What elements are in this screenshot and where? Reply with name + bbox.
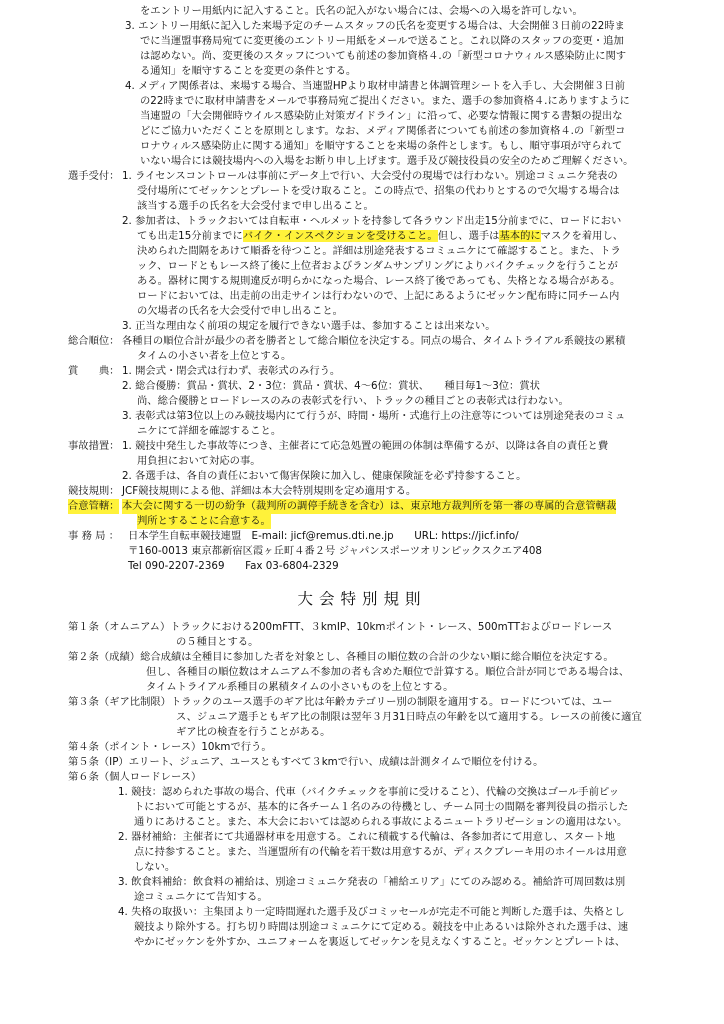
text-line: をエントリー用紙内に記入すること。氏名の記入がない場合には、会場への入場を許可しない。: [140, 5, 583, 17]
text-line: 1. 開会式・閉会式は行わず、表彰式のみ行う。: [122, 365, 341, 377]
section-label: 事故措置：: [68, 440, 120, 452]
text-line: 競技より除外する。打ち切り時間は別途コミュニケにて定める。競技を中止あるいは除外された選手は、速: [134, 921, 629, 933]
text-line: でに当運盟事務局宛てに変更後のエントリー用紙をメールで送ること。これ以降のスタッフの変更・追加: [140, 35, 624, 47]
text-line: 各種目の順位合計が最少の者を勝者として総合順位を決定する。同点の場合、タイムトライアル系競技の累積: [122, 335, 626, 347]
text-line: ス、ジュニア選手ともギア比の制限は翌年３月31日時点の年齢を以て適用する。レースの前後に適宜: [176, 711, 642, 723]
text-line: しない。: [134, 861, 176, 873]
text-line: 2. 総合優勝：賞品・賞状、2・3位：賞品・賞状、4～6位：賞状、 種目毎1～3位：賞状: [122, 380, 540, 392]
text-line: 4. メディア関係者は、来場する場合、当連盟HPより取材申請書と体調管理シートを入手し、大会開催３日前: [125, 80, 625, 92]
page-title: 大会特別規則: [297, 590, 427, 608]
section-label: 合意管轄：: [68, 500, 120, 512]
text-line: 但し、各種目の順位数はオムニアム不参加の者も含めた順位で計算する。順位合計が同じである場合は、: [146, 666, 630, 678]
section-label: 総合順位：: [68, 335, 120, 347]
text-line: の欠場者の氏名を大会受付で申し出ること。: [137, 305, 343, 317]
text-line: 途コミュニケにて告知する。: [134, 891, 268, 903]
text-line: ロードにおいては、出走前の出走サインは行わないので、上記にあるようにゼッケン配布時に同チーム内: [137, 290, 620, 302]
text-line: 点に持参すること。また、当運盟所有の代輪を若干数は用意するが、ディスクブレーキ用のホイールは用意: [134, 846, 627, 858]
text-line: どにご協力いただくことを原則とします。なお、メディア関係者についても前述の参加資格４.の「新型コ: [140, 125, 626, 137]
highlight: バイク・インスペクションを受けること。: [242, 230, 438, 242]
text-line: 1. ライセンスコントロールは事前にデータ上で行い、大会受付の現場では行わない。別途コミュニケ発表の: [122, 170, 618, 182]
text-line: 決められた間隔をあけて順番を待つこと。詳細は別途発表するコミュニケにて確認すること。また、トラ: [137, 245, 621, 257]
text-line: の５種目とする。: [176, 636, 259, 648]
text-line: は認めない。尚、変更後のスタッフについても前述の参加資格４.の「新型コロナウィルス感染防止に関す: [140, 50, 627, 62]
text-line: 該当する選手の氏名を大会受付まで申し出ること。: [137, 200, 374, 212]
text-line: JCF競技規則による他、詳細は本大会特別規則を定め適用する。: [122, 485, 417, 497]
text-line: 用負担において対応の事。: [137, 455, 261, 467]
text-line: いない場合には競技場内への入場をお断り申し上げます。選手及び競技役員の安全のためご理解ください。: [140, 155, 634, 167]
section-label: 賞 典：: [68, 365, 120, 377]
text-line: 当連盟の「大会開催時ウイルス感染防止対策ガイドライン」に沿って、必要な情報に関する書類の提出な: [140, 110, 623, 122]
text-line: る通知」を順守することを変更の条件とする。: [140, 65, 357, 77]
text-fragment: ても出走15分前までに: [137, 230, 243, 242]
highlight: 基本的に: [499, 230, 541, 242]
text-line: ニケにて詳細を確認すること。: [137, 425, 282, 437]
text-line: 受付場所にてゼッケンとプレートを受け取ること。この時点で、招集の代わりとするので欠場する場合は: [137, 185, 620, 197]
text-line: トにおいて可能とするが、基本的に各チーム１名のみの待機とし、チーム同士の間隔を審判役員の指示した: [134, 801, 629, 813]
text-line: タイムの小さい者を上位とする。: [137, 350, 292, 362]
text-line: 3. 正当な理由なく前項の規定を履行できない選手は、参加することは出来ない。: [122, 320, 496, 332]
section-label: 競技規則：: [68, 485, 120, 497]
text-line: 通りにあけること。また、本大会においては認められる事故によるニュートラリゼーションの適用はない。: [134, 816, 628, 828]
text-line: 2. 各選手は、各自の責任において傷害保険に加入し、健康保険証を必ず持参すること。: [122, 470, 527, 482]
highlight: 本大会に関する一切の紛争（裁判所の調停手続きを含む）は、東京地方裁判所を第一審の専属的合意管轄裁: [122, 500, 617, 512]
text-line: ギア比の検査を行うことがある。: [176, 726, 331, 738]
highlighted-line: [137, 229, 623, 244]
text-line: 3. エントリー用紙に記入した来場予定のチームスタッフの氏名を変更する場合は、大会開催３日前の22時ま: [125, 20, 625, 32]
text-line: 日本学生自転車競技連盟 E-mail: jicf@remus.dti.ne.jp URL: https://jicf.info/: [128, 530, 519, 542]
text-line: 第３条（ギア比制限）トラックのユース選手のギア比は年齢カテゴリー別の制限を適用する。ロードについては、ユー: [68, 696, 613, 708]
text-line: 2. 器材補給：主催者にて共通器材車を用意する。これに積載する代輪は、各参加者にて用意し、スタート地: [118, 831, 616, 843]
text-line: 3. 飲食料補給：飲食料の補給は、別途コミュニケ発表の「補給エリア」にてのみ認める。補給許可周回数は別: [118, 876, 626, 888]
text-line: 第２条（成績）総合成績は全種目に参加した者を対象とし、各種目の順位数の合計の少ない順に総合順位を決定する。: [68, 651, 614, 663]
section-label: 選手受付：: [68, 170, 120, 182]
text-line: 1. 競技中発生した事故等につき、主催者にて応急処置の範囲の体制は準備するが、以降は各自の責任と費: [122, 440, 609, 452]
text-line: 尚、総合優勝とロードレースのみの表彰式を行い、トラックの種目ごとの表彰式は行わない。: [137, 395, 569, 407]
section-label: 事 務 局 ：: [68, 530, 120, 542]
text-line: 2. 参加者は、トラックおいては自転車・ヘルメットを持参して各ラウンド出走15分前までに、ロードにおい: [122, 215, 622, 227]
text-line: 4. 失格の取扱い：主集団より一定時間遅れた選手及びコミッセールが完走不可能と判断した選手は、失格とし: [118, 906, 625, 918]
text-line: ある。器材に関する規則違反が明らかになった場合、レース終了後であっても、失格となる場合がある。: [137, 275, 621, 287]
text-line: ロナウィルス感染防止に関する通知」を順守することを来場の条件とします。もし、順守事項が守られて: [140, 140, 623, 152]
text-line: の22時までに取材申請書をメールで事務局宛ご提出ください。また、選手の参加資格４.にありますように: [140, 95, 630, 107]
text-line: Tel 090-2207-2369 Fax 03-6804-2329: [128, 560, 339, 572]
text-line: 〒160-0013 東京都新宿区霞ヶ丘町４番２号 ジャパンスポーツオリンピックスクエア408: [128, 545, 542, 557]
text-line: 第４条（ポイント・レース）10kmで行う。: [68, 741, 272, 753]
text-line: 第６条（個人ロードレース）: [68, 771, 202, 783]
text-fragment: 但し、選手は: [437, 230, 500, 242]
text-line: タイムトライアル系種目の累積タイムの小さいものを上位とする。: [146, 681, 454, 693]
text-line: やかにゼッケンを外すか、ユニフォームを裏返してゼッケンを見えなくすること。ゼッケンとプレートは、: [134, 936, 626, 948]
text-line: 第１条（オムニアム）トラックにおける200mFTT、３kmIP、10kmポイント・レース、500mTTおよびロードレース: [68, 621, 613, 633]
text-line: ック、ロードともレース終了後に上位者およびランダムサンプリングによりバイクチェックを行うことが: [137, 260, 618, 272]
highlight: 判所とすることに合意する。: [137, 515, 271, 527]
text-fragment: マスクを着用し、: [540, 230, 624, 242]
text-line: 1. 競技：認められた事故の場合、代車（バイクチェックを事前に受けること）、代輪の交換はゴール手前ピッ: [118, 786, 620, 798]
text-line: 第５条（IP）エリート、ジュニア、ユースともすべて３kmで行い、成績は計測タイムで順位を付ける。: [68, 756, 544, 768]
text-line: 3. 表彰式は第3位以上のみ競技場内にて行うが、時間・場所・式進行上の注意等については別途発表のコミュ: [122, 410, 626, 422]
